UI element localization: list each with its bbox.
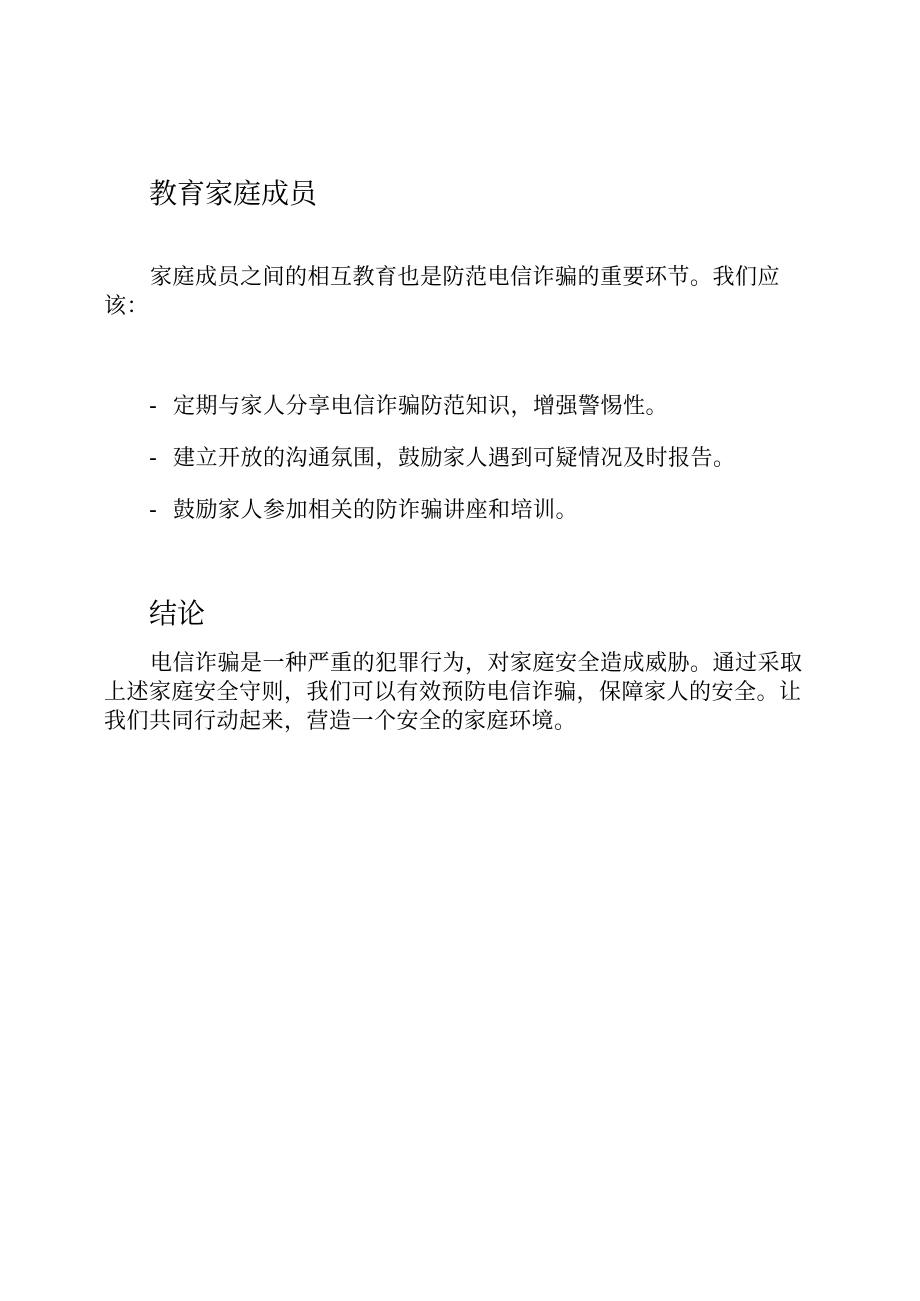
list-item-text: 鼓励家人参加相关的防诈骗讲座和培训。: [173, 498, 579, 523]
conclusion-body: 电信诈骗是一种严重的犯罪行为，对家庭安全造成威胁。通过采取上述家庭安全守则，我们可以有效预防电信诈骗，保障家人的安全。让我们共同行动起来，营造一个安全的家庭环境。: [104, 651, 803, 734]
bullet-dash: -: [149, 498, 158, 523]
section-heading-family-education: 教育家庭成员: [149, 177, 318, 210]
family-education-intro: 家庭成员之间的相互教育也是防范电信诈骗的重要环节。我们应该：: [104, 265, 781, 319]
family-education-list: [149, 392, 736, 548]
list-item: [149, 496, 736, 525]
bullet-dash: -: [149, 394, 158, 419]
list-item-text: 建立开放的沟通氛围，鼓励家人遇到可疑情况及时报告。: [173, 446, 736, 471]
section-heading-conclusion: 结论: [149, 597, 206, 630]
list-item-text: 定期与家人分享电信诈骗防范知识，增强警惕性。: [173, 394, 669, 419]
bullet-dash: -: [149, 446, 158, 471]
list-item: [149, 392, 736, 421]
list-item: [149, 444, 736, 473]
